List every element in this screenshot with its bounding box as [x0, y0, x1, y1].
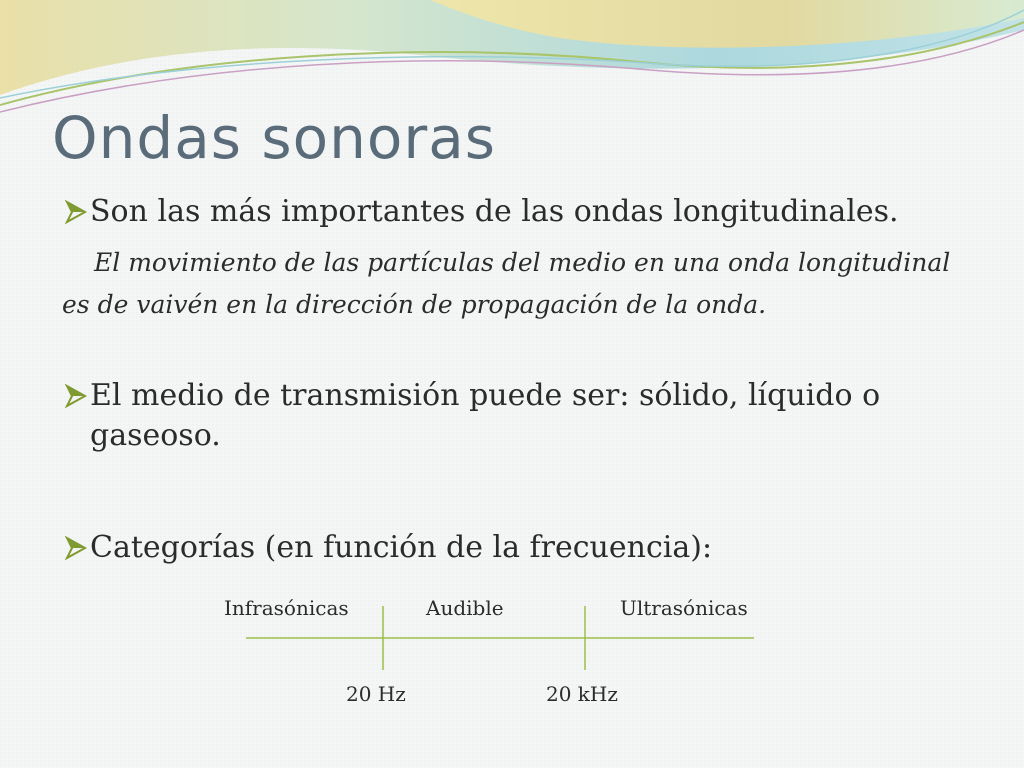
bullet-3-text: Categorías (en función de la frecuencia): — [90, 530, 713, 565]
bullet-2-text: El medio de transmisión puede ser: sólido, líquido o gaseoso. — [90, 378, 881, 453]
slide-title: Ondas sonoras — [52, 104, 496, 172]
bullet-1-text: Son las más importantes de las ondas longitudinales. — [90, 194, 899, 229]
longitudinal-note: El movimiento de las partículas del medio en una onda longitudinal es de vaivén en la dirección de propagación de la onda. — [62, 248, 951, 319]
threshold-20hz: 20 Hz — [346, 682, 406, 706]
threshold-20khz: 20 kHz — [546, 682, 618, 706]
category-infrasonic: Infrasónicas — [224, 596, 349, 620]
category-audible: Audible — [426, 596, 504, 620]
category-ultrasonic: Ultrasónicas — [620, 596, 748, 620]
